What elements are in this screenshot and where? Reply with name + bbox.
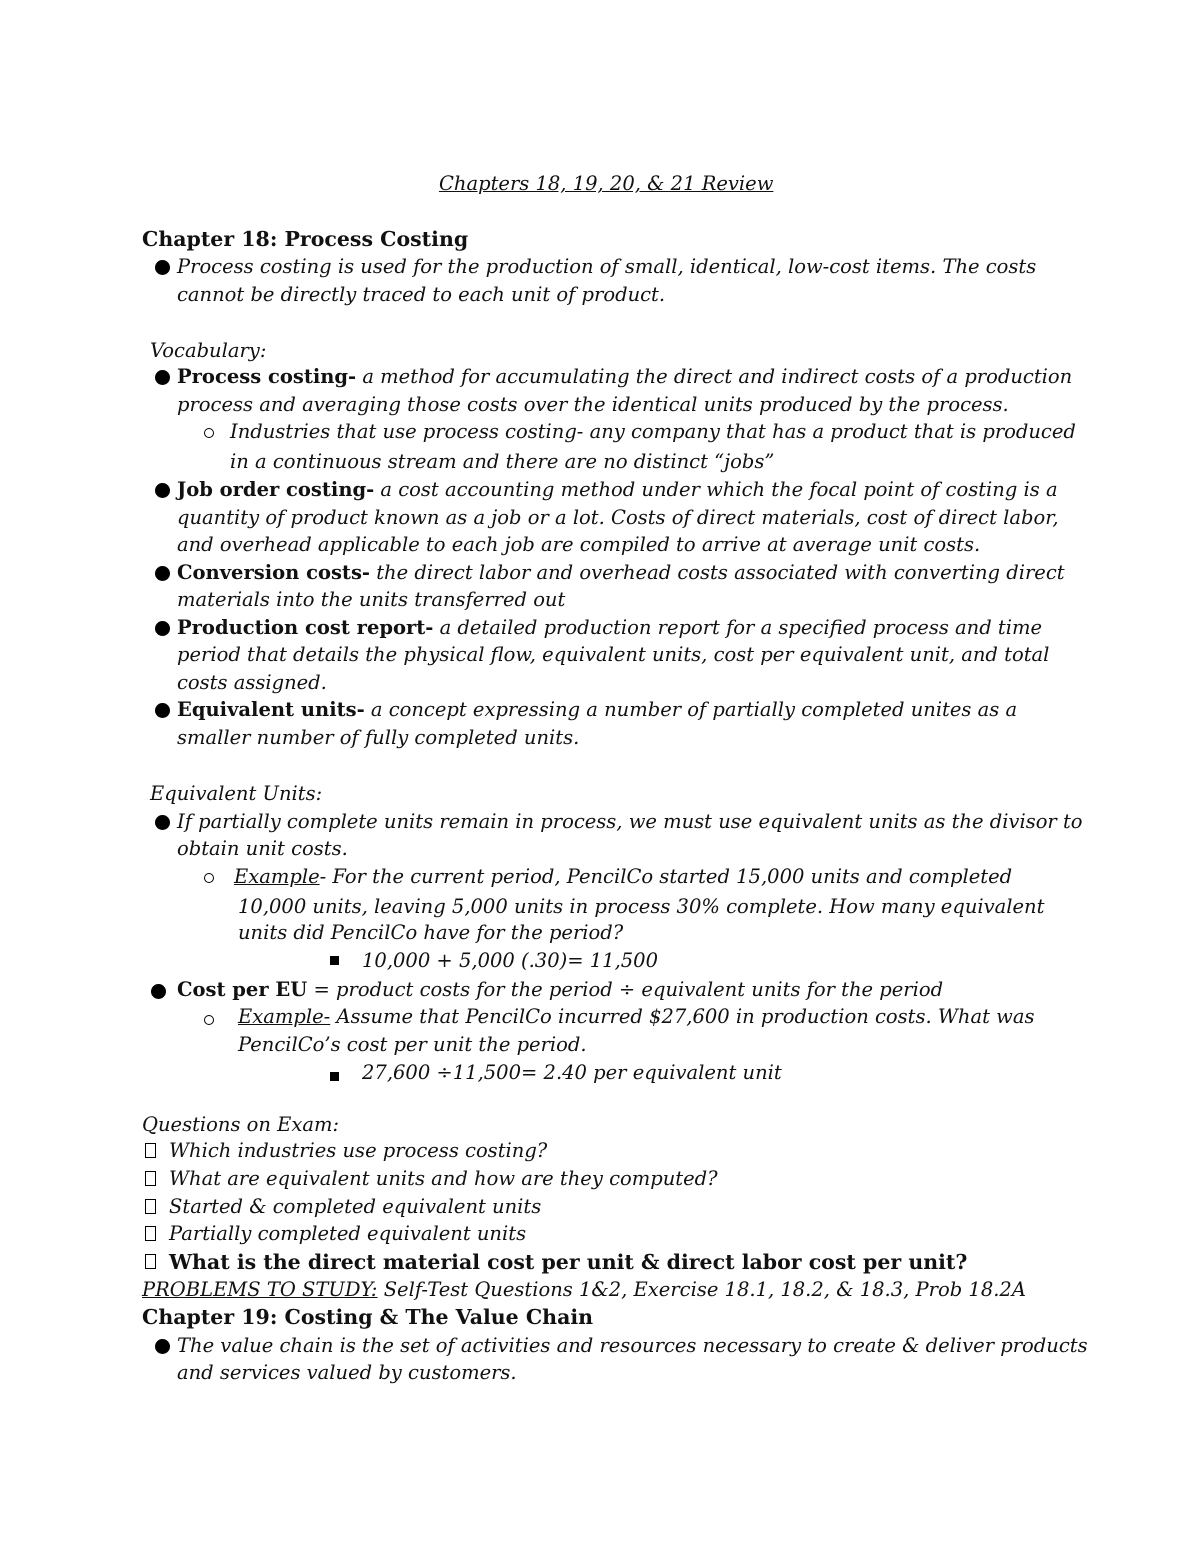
example-2-line-1	[238, 1004, 1034, 1030]
checkbox-icon	[145, 1143, 156, 1158]
production-cost-report-definition	[177, 615, 1042, 641]
chapter-18-heading: Chapter 18: Process Costing	[142, 227, 469, 251]
eu-bullet-line-1: If partially complete units remain in process, we must use equivalent units as the divisor to	[177, 810, 1083, 833]
conversion-costs-definition	[177, 560, 1065, 586]
equivalent-units-line-2: smaller number of fully completed units.	[177, 726, 580, 749]
bullet-icon	[151, 984, 166, 999]
problems-text: Self-Test Questions 1&2, Exercise 18.1, 18.2, & 18.3, Prob 18.2A	[377, 1278, 1026, 1301]
question-item-bold: What is the direct material cost per unit & direct labor cost per unit?	[169, 1250, 968, 1274]
production-report-line-2: period that details the physical flow, equivalent units, cost per equivalent unit, and total	[177, 643, 1050, 666]
square-bullet-icon	[330, 1072, 339, 1081]
term-job-order-costing: Job order costing-	[177, 478, 375, 501]
example-text: - For the current period, PencilCo started 15,000 units and completed	[319, 865, 1013, 888]
term-equivalent-units: Equivalent units-	[177, 698, 365, 721]
cost-per-eu-definition	[177, 977, 943, 1003]
term-production-cost-report: Production cost report-	[177, 616, 434, 639]
example-1-line-2: 10,000 units, leaving 5,000 units in process 30% complete. How many equivalent	[238, 895, 1045, 918]
definition-text: product costs for the period ÷ equivalent units for the period	[336, 978, 944, 1001]
job-order-costing-definition	[177, 477, 1058, 503]
chapter-19-heading: Chapter 19: Costing & The Value Chain	[142, 1305, 594, 1329]
example-text: Assume that PencilCo incurred $27,600 in production costs. What was	[330, 1005, 1035, 1028]
bullet-icon	[155, 703, 170, 718]
example-1-answer: 10,000 + 5,000 (.30)= 11,500	[362, 949, 658, 972]
question-item: Partially completed equivalent units	[169, 1222, 527, 1245]
definition-text: a cost accounting method under which the focal point of costing is a	[374, 478, 1058, 501]
job-order-line-3: and overhead applicable to each job are compiled to arrive at average unit costs.	[177, 533, 981, 556]
circle-bullet-icon	[204, 1015, 214, 1025]
example-1-line-1	[234, 864, 1012, 890]
circle-bullet-icon	[204, 873, 214, 883]
term-conversion-costs: Conversion costs-	[177, 561, 371, 584]
problems-label: PROBLEMS TO STUDY:	[142, 1278, 378, 1301]
bullet-icon	[155, 566, 170, 581]
bullet-icon	[155, 483, 170, 498]
definition-text: a concept expressing a number of partially completed unites as a	[364, 698, 1018, 721]
bullet-icon	[155, 370, 170, 385]
term-process-costing: Process costing-	[177, 365, 357, 388]
bullet-icon	[155, 621, 170, 636]
question-item: What are equivalent units and how are they computed?	[169, 1167, 718, 1190]
example-1-line-3: units did PencilCo have for the period?	[238, 921, 624, 944]
industries-line-2: in a continuous stream and there are no distinct “jobs”	[230, 450, 775, 473]
bullet-icon	[155, 260, 170, 275]
example-2-answer: 27,600 ÷11,500= 2.40 per equivalent unit	[362, 1061, 782, 1084]
example-label: Example	[234, 865, 320, 888]
equivalent-units-label: Equivalent Units:	[150, 782, 323, 805]
square-bullet-icon	[330, 956, 339, 965]
document-title: Chapters 18, 19, 20, & 21 Review	[439, 172, 774, 195]
checkbox-icon	[145, 1254, 156, 1269]
job-order-line-2: quantity of product known as a job or a lot. Costs of direct materials, cost of direct labor,	[177, 506, 1059, 529]
circle-bullet-icon	[204, 428, 214, 438]
checkbox-icon	[145, 1199, 156, 1214]
vocabulary-label: Vocabulary:	[150, 339, 267, 362]
questions-label: Questions on Exam:	[142, 1113, 340, 1136]
value-chain-line-1: The value chain is the set of activities and resources necessary to create & deliver products	[177, 1334, 1088, 1357]
problems-to-study	[142, 1277, 1026, 1303]
example-2-line-2: PencilCo’s cost per unit the period.	[238, 1033, 587, 1056]
production-report-line-3: costs assigned.	[177, 671, 327, 694]
process-costing-definition	[177, 364, 1072, 390]
checkbox-icon	[145, 1226, 156, 1241]
example-label: Example-	[238, 1005, 331, 1028]
definition-text: a method for accumulating the direct and indirect costs of a production	[356, 365, 1073, 388]
definition-text: a detailed production report for a specified process and time	[433, 616, 1042, 639]
bullet-icon	[155, 1339, 170, 1354]
equals-sign: =	[307, 978, 337, 1001]
definition-text: the direct labor and overhead costs associated with converting direct	[370, 561, 1065, 584]
term-cost-per-eu: Cost per EU	[177, 978, 308, 1001]
value-chain-line-2: and services valued by customers.	[177, 1361, 517, 1384]
industries-line-1: Industries that use process costing- any company that has a product that is produced	[230, 420, 1076, 443]
question-item: Started & completed equivalent units	[169, 1195, 542, 1218]
question-item: Which industries use process costing?	[169, 1139, 548, 1162]
intro-line-2: cannot be directly traced to each unit of product.	[177, 283, 666, 306]
eu-bullet-line-2: obtain unit costs.	[177, 837, 348, 860]
bullet-icon	[155, 815, 170, 830]
conversion-line-2: materials into the units transferred out	[177, 588, 566, 611]
equivalent-units-definition	[177, 697, 1017, 723]
intro-line-1: Process costing is used for the production of small, identical, low-cost items. The costs	[177, 255, 1037, 278]
checkbox-icon	[145, 1171, 156, 1186]
process-costing-line-2: process and averaging those costs over the identical units produced by the process.	[177, 393, 1009, 416]
